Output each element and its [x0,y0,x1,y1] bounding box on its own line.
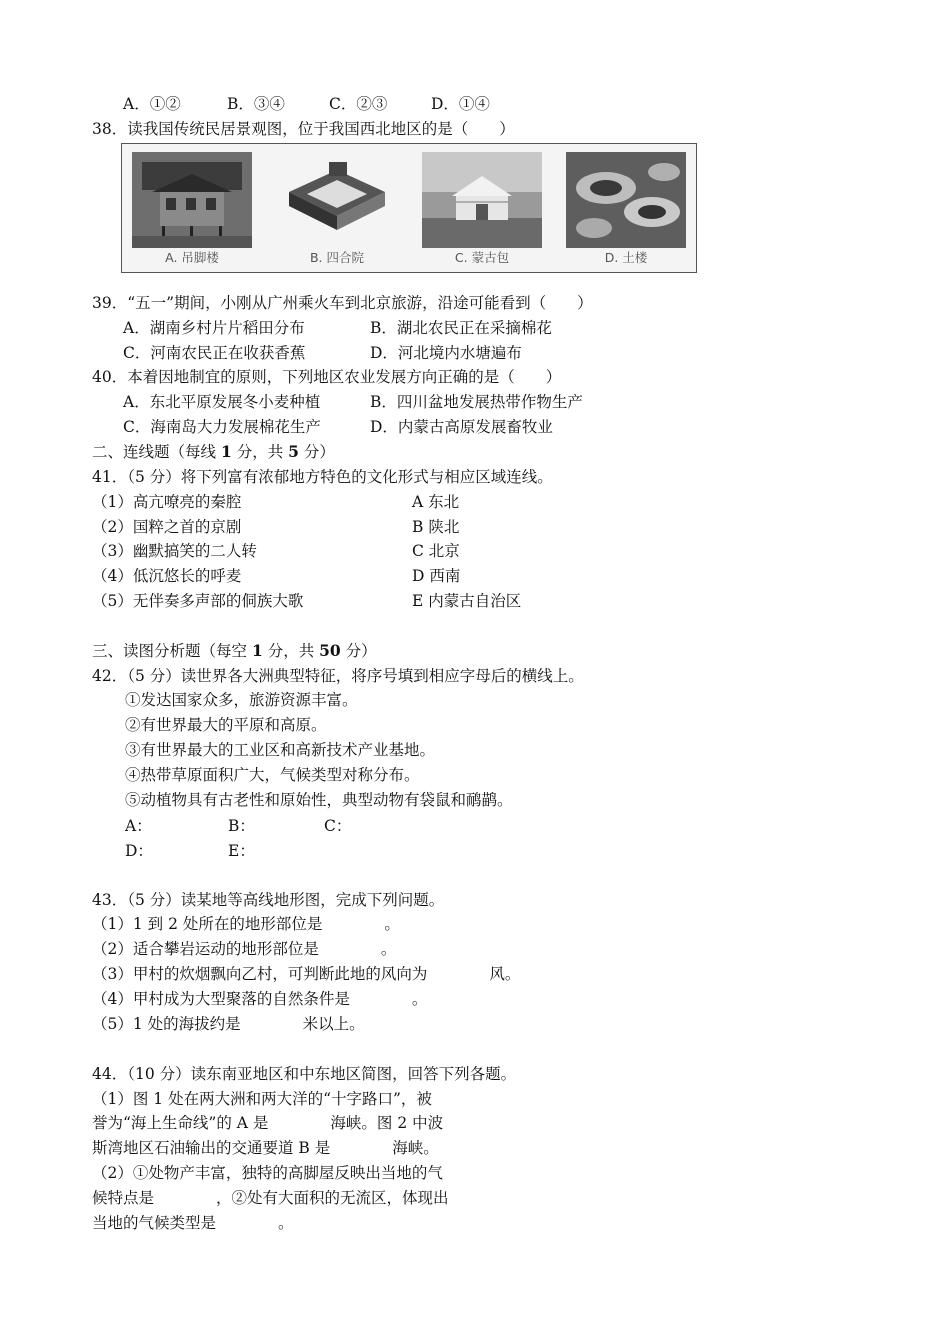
q44-line-6: 当地的气候类型是 。 [92,1214,294,1232]
q37-option-a: A．①② [123,95,181,113]
q41-stem: 41．（5 分）将下列富有浓郁地方特色的文化形式与相应区域连线。 [92,468,553,486]
q42-blank-c: C： [324,817,352,835]
q41-left-2: （2）国粹之首的京剧 [92,518,242,536]
q41-left-4: （4）低沉悠长的呼麦 [92,567,242,585]
q38-stem: 38．读我国传统民居景观图，位于我国西北地区的是（ ） [92,120,515,138]
q41-right-d: D 西南 [412,567,461,585]
q41-left-5: （5）无伴奏多声部的侗族大歌 [92,592,304,610]
q44-line-4: （2）①处物产丰富，独特的高脚屋反映出当地的气 [92,1164,443,1182]
q42-item-1: ①发达国家众多，旅游资源丰富。 [125,691,358,709]
yurt-image [422,152,542,264]
q41-right-c: C 北京 [412,542,460,560]
caption-d: D. 土楼 [604,250,648,265]
q40-stem: 40．本着因地制宜的原则，下列地区农业发展方向正确的是（ ） [92,368,562,386]
q42-blank-a: A： [125,817,152,835]
q41-left-1: （1）高亢嘹亮的秦腔 [92,493,242,511]
q39-option-c: C．河南农民正在收获香蕉 [123,344,306,362]
q43-line-3: （3）甲村的炊烟飘向乙村，可判断此地的风向为 风。 [92,965,521,983]
q41-right-a: A 东北 [412,493,460,511]
q44-line-1: （1）图 1 处在两大洲和两大洋的“十字路口”，被 [92,1090,432,1108]
earth-building-image [566,152,686,264]
q42-blank-e: E： [228,842,255,860]
courtyard-house-image [277,152,397,264]
q37-option-c: C．②③ [329,95,388,113]
q43-line-2: （2）适合攀岩运动的地形部位是 。 [92,940,397,958]
q43-line-5: （5）1 处的海拔约是 米以上。 [92,1015,365,1033]
q44-line-5: 候特点是 ，②处有大面积的无流区，体现出 [92,1189,449,1207]
q40-option-c: C．海南岛大力发展棉花生产 [123,418,321,436]
q40-option-b: B．四川盆地发展热带作物生产 [370,393,583,411]
q42-blank-b: B： [228,817,255,835]
q43-stem: 43．（5 分）读某地等高线地形图，完成下列问题。 [92,891,445,909]
caption-b: B. 四合院 [309,250,365,265]
q44-stem: 44．（10 分）读东南亚地区和中东地区简图，回答下列各题。 [92,1065,517,1083]
q40-option-d: D．内蒙古高原发展畜牧业 [370,418,553,436]
dwelling-photo-strip [121,143,697,273]
q43-line-1: （1）1 到 2 处所在的地形部位是 。 [92,915,400,933]
caption-a: A. 吊脚楼 [165,250,219,265]
q44-line-2: 誉为“海上生命线”的 A 是 海峡。图 2 中波 [92,1114,444,1132]
stilt-house-image [132,152,252,264]
q44-line-3: 斯湾地区石油输出的交通要道 B 是 海峡。 [92,1139,439,1157]
q42-item-3: ③有世界最大的工业区和高新技术产业基地。 [125,741,436,759]
q42-item-5: ⑤动植物具有古老性和原始性，典型动物有袋鼠和鸸鹋。 [125,791,513,809]
q41-right-b: B 陕北 [412,518,460,536]
q37-option-d: D．①④ [431,95,490,113]
q37-option-b: B．③④ [227,95,285,113]
q40-option-a: A．东北平原发展冬小麦种植 [123,393,321,411]
q39-stem: 39．“五一”期间，小刚从广州乘火车到北京旅游，沿途可能看到（ ） [92,294,593,312]
section-3-heading: 三、读图分析题（每空 1 分，共 50 分） [92,641,377,660]
section-2-heading: 二、连线题（每线 1 分，共 5 分） [92,442,335,461]
q39-option-b: B．湖北农民正在采摘棉花 [370,319,552,337]
caption-c: C. 蒙古包 [454,250,510,265]
q41-left-3: （3）幽默搞笑的二人转 [92,542,257,560]
q42-item-4: ④热带草原面积广大，气候类型对称分布。 [125,766,420,784]
q39-option-a: A．湖南乡村片片稻田分布 [123,319,305,337]
q42-blank-d: D： [125,842,153,860]
q42-item-2: ②有世界最大的平原和高原。 [125,716,327,734]
q43-line-4: （4）甲村成为大型聚落的自然条件是 。 [92,990,428,1008]
q39-option-d: D．河北境内水塘遍布 [370,344,522,362]
q41-right-e: E 内蒙古自治区 [412,592,522,610]
q42-stem: 42．（5 分）读世界各大洲典型特征，将序号填到相应字母后的横线上。 [92,667,584,685]
